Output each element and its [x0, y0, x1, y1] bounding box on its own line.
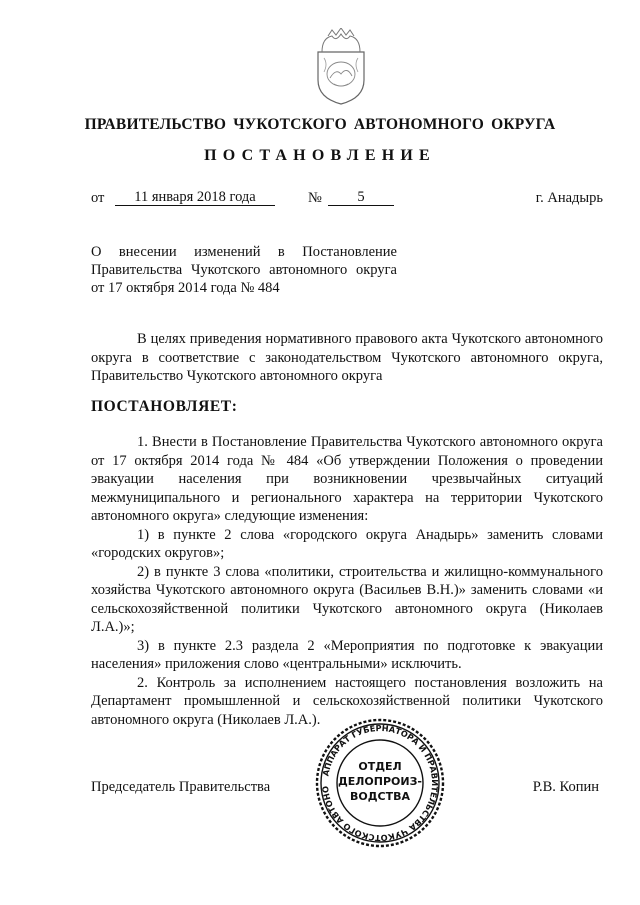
document-meta	[91, 190, 603, 210]
organization-title: ПРАВИТЕЛЬСТВО ЧУКОТСКОГО АВТОНОМНОГО ОКРУГА	[84, 116, 556, 133]
resolution-paragraph: 1. Внести в Постановление Правительства Чукотского автономного округа от 17 октября 2014 года № 484 «Об утверждении Положения о проведении эвакуации населения при возникновении чрезвычайных ситуаций межмуниципального и регионального характера на территории Чукотского автономного округа» следующие изменения:	[91, 434, 603, 524]
document-date: 11 января 2018 года	[115, 190, 275, 206]
signatory-name: Р.В. Копин	[532, 779, 599, 795]
coat-of-arms-icon	[306, 28, 376, 108]
from-label: от	[91, 190, 105, 206]
stamp-line: ДЕЛОПРОИЗ-	[337, 775, 422, 788]
document-number: 5	[328, 190, 394, 206]
preamble-paragraph: В целях приведения нормативного правового акта Чукотского автономного округа в соответствие с законодательством Чукотского автономного округа, Правительство Чукотского автономного округа	[91, 331, 603, 384]
document-subject: О внесении изменений в Постановление Правительства Чукотского автономного округа от 17 октября 2014 года № 484	[91, 244, 397, 296]
office-stamp	[315, 718, 445, 848]
preamble-section	[91, 330, 603, 386]
stamp-center-text	[315, 759, 445, 804]
resolution-paragraph: 3) в пункте 2.3 раздела 2 «Мероприятия по подготовке к эвакуации населения» приложения слово «центральными» исключить.	[91, 637, 603, 672]
resolution-paragraph: 2) в пункте 3 слова «политики, строительства и жилищно-коммунального хозяйства Чукотского автономного округа (Васильев В.Н.)» заменить словами «и сельскохозяйственной политики Чукотского автономного округа (Николаев Л.А.)»;	[91, 563, 603, 635]
number-label: №	[308, 190, 322, 206]
resolution-paragraph: 1) в пункте 2 слова «городского округа Анадырь» заменить словами «городских округов»;	[91, 526, 603, 561]
stamp-ring-text: АППАРАТ ГУБЕРНАТОРА И ПРАВИТЕЛЬСТВА ЧУКОТСКОГО АВТОНО	[320, 722, 441, 844]
resolution-paragraph: 2. Контроль за исполнением настоящего постановления возложить на Департамент промышленной и сельскохозяйственной политики Чукотского автономного округа (Николаев Л.А.).	[91, 674, 603, 728]
stamp-line: ВОДСТВА	[349, 790, 410, 803]
resolves-heading: ПОСТАНОВЛЯЕТ:	[91, 398, 238, 415]
signatory-title: Председатель Правительства	[91, 779, 271, 795]
stamp-line: ОТДЕЛ	[358, 760, 402, 773]
document-city: г. Анадырь	[535, 190, 603, 206]
resolution-items	[91, 433, 603, 729]
document-type-title: ПОСТАНОВЛЕНИЕ	[204, 147, 436, 164]
